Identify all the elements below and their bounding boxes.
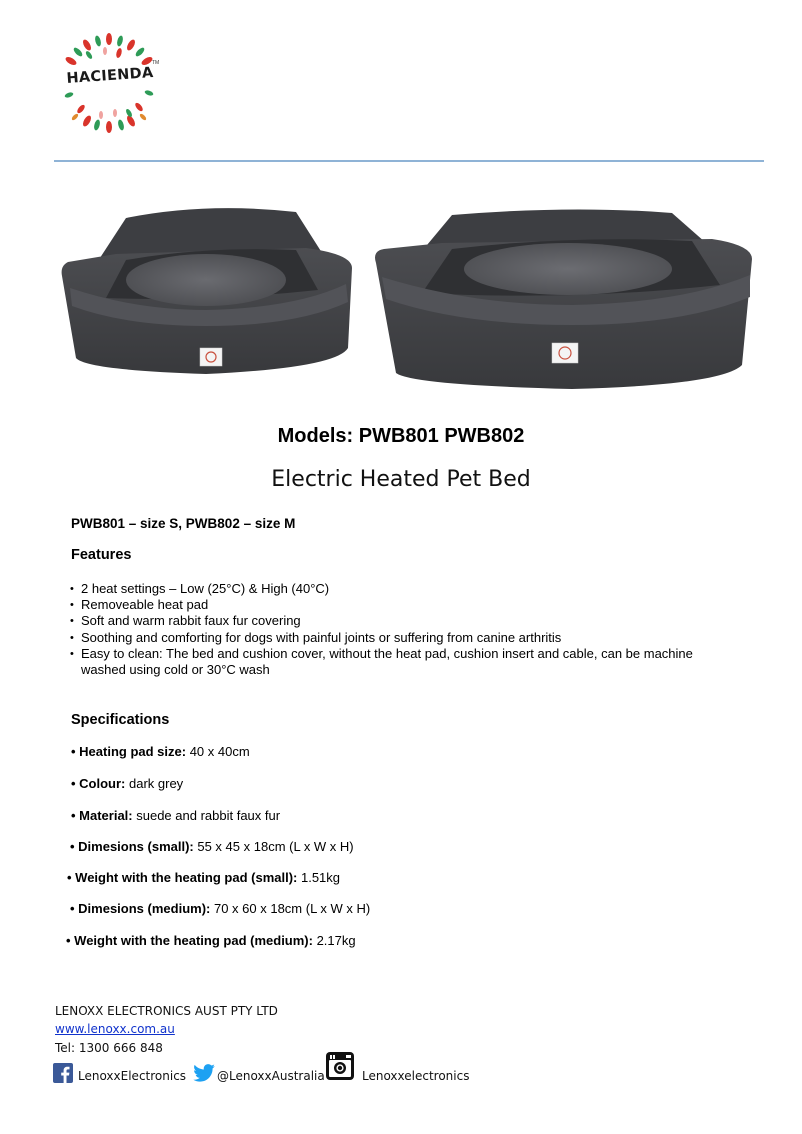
size-line: PWB801 – size S, PWB802 – size M	[71, 516, 296, 531]
models-title: Models: PWB801 PWB802	[277, 425, 525, 447]
spec-dimensions-small	[70, 839, 354, 854]
feature-item: • Removeable heat pad	[70, 597, 740, 613]
spec-label: • Material:	[71, 808, 133, 823]
specifications-heading: Specifications	[71, 712, 170, 728]
spec-material	[71, 808, 280, 823]
hacienda-logo	[56, 30, 162, 136]
footer-company: LENOXX ELECTRONICS AUST PTY LTD	[55, 1004, 278, 1018]
spec-label: • Weight with the heating pad (medium):	[66, 933, 313, 948]
spec-value: 1.51kg	[297, 870, 341, 885]
feature-item: • 2 heat settings – Low (25°C) & High (40°C)	[70, 581, 740, 597]
spec-label: • Dimesions (medium):	[70, 901, 211, 916]
spec-value: 2.17kg	[312, 933, 356, 948]
spec-label: • Weight with the heating pad (small):	[67, 870, 298, 885]
spec-value: dark grey	[125, 776, 184, 791]
spec-value: 70 x 60 x 18cm (L x W x H)	[210, 901, 371, 916]
spec-weight-medium	[66, 933, 356, 948]
spec-dimensions-medium	[70, 901, 370, 916]
facebook-icon	[53, 1063, 73, 1083]
product-title: Electric Heated Pet Bed	[271, 467, 531, 492]
facebook-label: LenoxxElectronics	[78, 1069, 187, 1083]
feature-item: • Easy to clean: The bed and cushion cover, without the heat pad, cushion insert and cable, can be machine washed using cold or 30°C wash	[70, 646, 740, 678]
small-pet-bed-image	[56, 198, 356, 376]
header-divider	[54, 160, 764, 162]
feature-item: • Soft and warm rabbit faux fur covering	[70, 613, 740, 629]
spec-weight-small	[67, 870, 340, 885]
logo-brand-text: HACIENDA	[66, 64, 154, 88]
footer-website-link[interactable]: www.lenoxx.com.au	[55, 1022, 175, 1036]
spec-label: • Colour:	[71, 776, 126, 791]
spec-label: • Dimesions (small):	[70, 839, 194, 854]
spec-value: 40 x 40cm	[186, 744, 250, 759]
spec-label: • Heating pad size:	[71, 744, 187, 759]
logo-trademark: TM	[152, 60, 160, 66]
medium-pet-bed-image	[372, 205, 754, 391]
spec-value: suede and rabbit faux fur	[132, 808, 281, 823]
features-list	[70, 581, 740, 678]
twitter-label: @LenoxxAustralia	[217, 1069, 325, 1083]
features-heading: Features	[71, 547, 132, 563]
instagram-label: Lenoxxelectronics	[362, 1069, 470, 1083]
facebook-link[interactable]	[53, 1060, 193, 1086]
footer-telephone: Tel: 1300 666 848	[55, 1041, 163, 1055]
instagram-link[interactable]	[325, 1060, 495, 1086]
feature-item: • Soothing and comforting for dogs with painful joints or suffering from canine arthritis	[70, 630, 740, 646]
spec-value: 55 x 45 x 18cm (L x W x H)	[193, 839, 354, 854]
spec-heating-pad-size	[71, 744, 250, 759]
twitter-icon	[193, 1064, 215, 1082]
twitter-link[interactable]	[193, 1060, 323, 1086]
instagram-icon	[325, 1051, 355, 1081]
spec-colour	[71, 776, 183, 791]
